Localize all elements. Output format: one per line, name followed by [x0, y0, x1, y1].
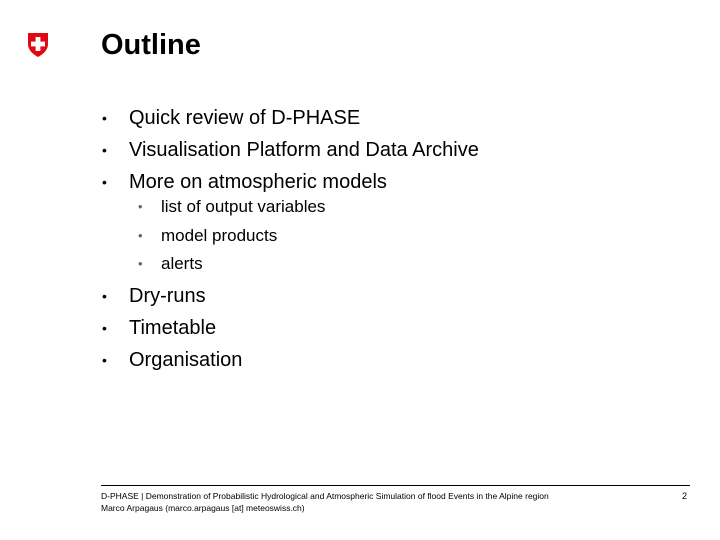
bullet-text: Timetable	[129, 317, 217, 339]
bullet-text: More on atmospheric models	[129, 171, 387, 193]
bullet-dot: •	[102, 320, 107, 336]
main-bullet-list-top	[101, 102, 479, 198]
sub-bullet-text: alerts	[161, 254, 203, 273]
bullet-item	[101, 280, 242, 312]
bullet-text: Organisation	[129, 349, 243, 371]
bullet-dot: •	[102, 288, 107, 304]
cross-horizontal	[31, 42, 45, 47]
sub-bullet-text: list of output variables	[161, 197, 326, 216]
sub-bullet-dot: •	[138, 256, 143, 271]
bullet-item	[101, 312, 242, 344]
sub-bullet-item	[137, 193, 325, 222]
bullet-text: Quick review of D-PHASE	[129, 107, 361, 129]
slide-title: Outline	[101, 29, 201, 61]
bullet-item	[101, 344, 242, 376]
bullet-dot: •	[102, 174, 107, 190]
swiss-cross-shield-icon	[27, 33, 49, 57]
main-bullet-list-bottom	[101, 280, 242, 376]
bullet-text: Dry-runs	[129, 285, 206, 307]
bullet-dot: •	[102, 142, 107, 158]
bullet-dot: •	[102, 110, 107, 126]
bullet-item	[101, 102, 479, 134]
bullet-dot: •	[102, 352, 107, 368]
footer-author: Marco Arpagaus (marco.arpagaus [at] meteoswiss.ch)	[101, 503, 305, 513]
bullet-item	[101, 134, 479, 166]
sub-bullet-dot: •	[138, 199, 143, 214]
page-number: 2	[681, 491, 687, 501]
sub-bullet-text: model products	[161, 225, 278, 245]
bullet-text: Visualisation Platform and Data Archive	[129, 139, 479, 161]
footer-project-title: D-PHASE | Demonstration of Probabilistic Hydrological and Atmospheric Simulation of flood Events in the Alpine region	[101, 491, 549, 501]
sub-bullet-item	[137, 222, 325, 251]
sub-bullet-list	[137, 193, 325, 279]
footer-divider	[101, 485, 690, 486]
sub-bullet-dot: •	[138, 227, 143, 243]
sub-bullet-item	[137, 250, 325, 279]
